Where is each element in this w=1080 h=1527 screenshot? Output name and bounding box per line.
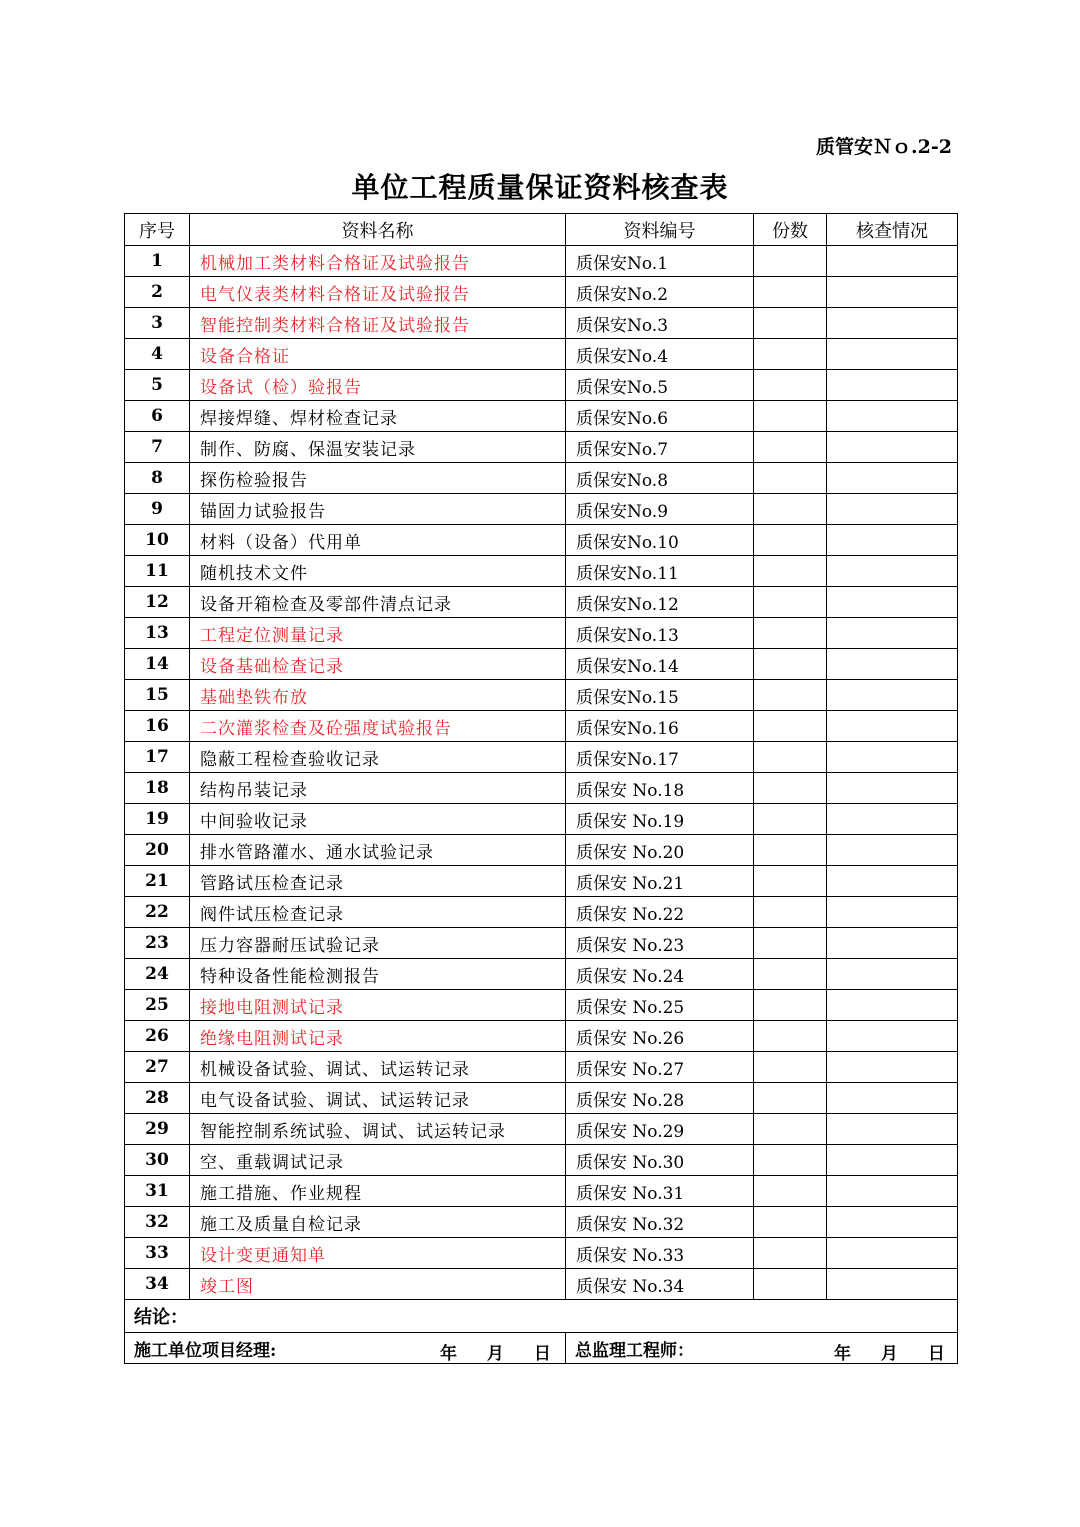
copies-cell bbox=[754, 1176, 827, 1207]
check-status-cell bbox=[827, 401, 958, 432]
copies-cell bbox=[754, 1269, 827, 1300]
copies-cell bbox=[754, 866, 827, 897]
copies-cell bbox=[754, 587, 827, 618]
document-code: 质保安 No.32 bbox=[566, 1207, 754, 1238]
check-status-cell bbox=[827, 1083, 958, 1114]
document-name: 施工及质量自检记录 bbox=[190, 1207, 566, 1238]
check-status-cell bbox=[827, 1176, 958, 1207]
row-number: 7 bbox=[125, 432, 190, 463]
date-month: 月 bbox=[880, 1344, 898, 1364]
copies-cell bbox=[754, 618, 827, 649]
copies-cell bbox=[754, 959, 827, 990]
document-code: 质保安No.6 bbox=[566, 401, 754, 432]
check-status-cell bbox=[827, 1021, 958, 1052]
row-number: 19 bbox=[125, 804, 190, 835]
row-number: 20 bbox=[125, 835, 190, 866]
row-number: 8 bbox=[125, 463, 190, 494]
table-row bbox=[125, 897, 958, 928]
page-title: 单位工程质量保证资料核查表 bbox=[351, 171, 729, 204]
contractor-manager-label: 施工单位项目经理: bbox=[134, 1340, 277, 1361]
date-year: 年 bbox=[834, 1344, 851, 1364]
copies-cell bbox=[754, 370, 827, 401]
document-code: 质保安No.5 bbox=[566, 370, 754, 401]
table-row bbox=[125, 1207, 958, 1238]
row-number: 4 bbox=[125, 339, 190, 370]
table-row bbox=[125, 1238, 958, 1269]
copies-cell bbox=[754, 1052, 827, 1083]
header-copies: 份数 bbox=[754, 214, 827, 246]
check-status-cell bbox=[827, 432, 958, 463]
row-number: 15 bbox=[125, 680, 190, 711]
document-name: 智能控制类材料合格证及试验报告 bbox=[190, 308, 566, 339]
data-table bbox=[124, 213, 958, 1364]
date-day: 日 bbox=[533, 1344, 551, 1364]
document-name: 接地电阻测试记录 bbox=[190, 990, 566, 1021]
header-name: 资料名称 bbox=[190, 214, 566, 246]
document-name: 排水管路灌水、通水试验记录 bbox=[190, 835, 566, 866]
document-code: 质保安 No.21 bbox=[566, 866, 754, 897]
document-name: 施工措施、作业规程 bbox=[190, 1176, 566, 1207]
check-status-cell bbox=[827, 525, 958, 556]
table-row bbox=[125, 401, 958, 432]
copies-cell bbox=[754, 1021, 827, 1052]
document-code: 质保安 No.28 bbox=[566, 1083, 754, 1114]
table-header-row bbox=[125, 214, 958, 246]
document-name: 设备基础检查记录 bbox=[190, 649, 566, 680]
document-name: 空、重载调试记录 bbox=[190, 1145, 566, 1176]
row-number: 2 bbox=[125, 277, 190, 308]
copies-cell bbox=[754, 711, 827, 742]
row-number: 1 bbox=[125, 246, 190, 277]
row-number: 11 bbox=[125, 556, 190, 587]
check-status-cell bbox=[827, 1114, 958, 1145]
table-row bbox=[125, 370, 958, 401]
check-status-cell bbox=[827, 711, 958, 742]
table-row bbox=[125, 1083, 958, 1114]
check-status-cell bbox=[827, 308, 958, 339]
signature-row bbox=[125, 1333, 958, 1364]
row-number: 14 bbox=[125, 649, 190, 680]
row-number: 5 bbox=[125, 370, 190, 401]
check-status-cell bbox=[827, 959, 958, 990]
copies-cell bbox=[754, 773, 827, 804]
check-status-cell bbox=[827, 587, 958, 618]
document-code: 质保安No.14 bbox=[566, 649, 754, 680]
chief-supervisor-label: 总监理工程师： bbox=[575, 1340, 694, 1361]
copies-cell bbox=[754, 277, 827, 308]
row-number: 21 bbox=[125, 866, 190, 897]
document-code: 质保安 No.20 bbox=[566, 835, 754, 866]
row-number: 32 bbox=[125, 1207, 190, 1238]
document-code: 质保安No.11 bbox=[566, 556, 754, 587]
copies-cell bbox=[754, 835, 827, 866]
document-name: 设备合格证 bbox=[190, 339, 566, 370]
document-code: 质保安No.16 bbox=[566, 711, 754, 742]
table-row bbox=[125, 835, 958, 866]
copies-cell bbox=[754, 525, 827, 556]
check-status-cell bbox=[827, 649, 958, 680]
document-name: 阀件试压检查记录 bbox=[190, 897, 566, 928]
conclusion-label: 结论： bbox=[125, 1300, 958, 1333]
document-code: 质保安 No.19 bbox=[566, 804, 754, 835]
table-row bbox=[125, 587, 958, 618]
check-status-cell bbox=[827, 866, 958, 897]
document-name: 竣工图 bbox=[190, 1269, 566, 1300]
row-number: 16 bbox=[125, 711, 190, 742]
document-name: 二次灌浆检查及砼强度试验报告 bbox=[190, 711, 566, 742]
document-code: 质保安 No.22 bbox=[566, 897, 754, 928]
copies-cell bbox=[754, 463, 827, 494]
document-name: 特种设备性能检测报告 bbox=[190, 959, 566, 990]
check-status-cell bbox=[827, 742, 958, 773]
table-row bbox=[125, 618, 958, 649]
document-code: 质保安 No.33 bbox=[566, 1238, 754, 1269]
table-row bbox=[125, 494, 958, 525]
check-status-cell bbox=[827, 680, 958, 711]
date-year: 年 bbox=[440, 1344, 457, 1364]
document-name: 工程定位测量记录 bbox=[190, 618, 566, 649]
document-code: 质保安 No.27 bbox=[566, 1052, 754, 1083]
row-number: 29 bbox=[125, 1114, 190, 1145]
document-name: 探伤检验报告 bbox=[190, 463, 566, 494]
document-code: 质保安No.12 bbox=[566, 587, 754, 618]
document-name: 中间验收记录 bbox=[190, 804, 566, 835]
document-code: 质保安No.9 bbox=[566, 494, 754, 525]
table-row bbox=[125, 556, 958, 587]
table-row bbox=[125, 1021, 958, 1052]
row-number: 33 bbox=[125, 1238, 190, 1269]
copies-cell bbox=[754, 1145, 827, 1176]
copies-cell bbox=[754, 1238, 827, 1269]
table-row bbox=[125, 525, 958, 556]
table-row bbox=[125, 339, 958, 370]
document-code: 质保安No.8 bbox=[566, 463, 754, 494]
document-name: 基础垫铁布放 bbox=[190, 680, 566, 711]
document-name: 锚固力试验报告 bbox=[190, 494, 566, 525]
document-code: 质保安No.17 bbox=[566, 742, 754, 773]
row-number: 3 bbox=[125, 308, 190, 339]
copies-cell bbox=[754, 1207, 827, 1238]
header-code: 资料编号 bbox=[566, 214, 754, 246]
copies-cell bbox=[754, 308, 827, 339]
table-row bbox=[125, 711, 958, 742]
row-number: 12 bbox=[125, 587, 190, 618]
row-number: 10 bbox=[125, 525, 190, 556]
table-row bbox=[125, 246, 958, 277]
check-status-cell bbox=[827, 1052, 958, 1083]
check-status-cell bbox=[827, 1238, 958, 1269]
table-row bbox=[125, 742, 958, 773]
table-row bbox=[125, 463, 958, 494]
document-code: 质保安No.2 bbox=[566, 277, 754, 308]
check-status-cell bbox=[827, 370, 958, 401]
row-number: 28 bbox=[125, 1083, 190, 1114]
contractor-date bbox=[416, 1339, 551, 1364]
document-code: 质保安No.13 bbox=[566, 618, 754, 649]
copies-cell bbox=[754, 246, 827, 277]
copies-cell bbox=[754, 928, 827, 959]
document-code: 质保安 No.31 bbox=[566, 1176, 754, 1207]
check-status-cell bbox=[827, 339, 958, 370]
copies-cell bbox=[754, 556, 827, 587]
document-code: 质保安 No.29 bbox=[566, 1114, 754, 1145]
document-name: 电气仪表类材料合格证及试验报告 bbox=[190, 277, 566, 308]
copies-cell bbox=[754, 897, 827, 928]
check-status-cell bbox=[827, 494, 958, 525]
table-row bbox=[125, 804, 958, 835]
row-number: 26 bbox=[125, 1021, 190, 1052]
document-name: 绝缘电阻测试记录 bbox=[190, 1021, 566, 1052]
document-code: 质保安 No.23 bbox=[566, 928, 754, 959]
document-name: 机械设备试验、调试、试运转记录 bbox=[190, 1052, 566, 1083]
table-row bbox=[125, 680, 958, 711]
document-code: 质保安 No.24 bbox=[566, 959, 754, 990]
row-number: 24 bbox=[125, 959, 190, 990]
header-seq: 序号 bbox=[125, 214, 190, 246]
check-status-cell bbox=[827, 277, 958, 308]
document-name: 电气设备试验、调试、试运转记录 bbox=[190, 1083, 566, 1114]
row-number: 17 bbox=[125, 742, 190, 773]
table-row bbox=[125, 1114, 958, 1145]
check-status-cell bbox=[827, 897, 958, 928]
copies-cell bbox=[754, 339, 827, 370]
date-day: 日 bbox=[927, 1344, 945, 1364]
date-month: 月 bbox=[486, 1344, 504, 1364]
table-row bbox=[125, 1176, 958, 1207]
copies-cell bbox=[754, 401, 827, 432]
check-status-cell bbox=[827, 990, 958, 1021]
check-status-cell bbox=[827, 773, 958, 804]
row-number: 18 bbox=[125, 773, 190, 804]
document-name: 焊接焊缝、焊材检查记录 bbox=[190, 401, 566, 432]
document-code: 质保安No.7 bbox=[566, 432, 754, 463]
table-row bbox=[125, 990, 958, 1021]
table-row bbox=[125, 1145, 958, 1176]
check-status-cell bbox=[827, 928, 958, 959]
document-name: 结构吊装记录 bbox=[190, 773, 566, 804]
table-row bbox=[125, 308, 958, 339]
document-name: 隐蔽工程检查验收记录 bbox=[190, 742, 566, 773]
check-status-cell bbox=[827, 556, 958, 587]
table-row bbox=[125, 649, 958, 680]
document-code: 质保安No.4 bbox=[566, 339, 754, 370]
document-code: 质保安No.1 bbox=[566, 246, 754, 277]
row-number: 23 bbox=[125, 928, 190, 959]
row-number: 27 bbox=[125, 1052, 190, 1083]
document-name: 压力容器耐压试验记录 bbox=[190, 928, 566, 959]
row-number: 9 bbox=[125, 494, 190, 525]
table-row bbox=[125, 1269, 958, 1300]
document-code: 质保安 No.30 bbox=[566, 1145, 754, 1176]
document-code: 质保安 No.34 bbox=[566, 1269, 754, 1300]
row-number: 34 bbox=[125, 1269, 190, 1300]
document-code: 质保安 No.26 bbox=[566, 1021, 754, 1052]
document-name: 制作、防腐、保温安装记录 bbox=[190, 432, 566, 463]
check-status-cell bbox=[827, 618, 958, 649]
check-status-cell bbox=[827, 246, 958, 277]
document-code: 质保安 No.18 bbox=[566, 773, 754, 804]
copies-cell bbox=[754, 1114, 827, 1145]
form-number: 质管安Ｎｏ.2-2 bbox=[816, 136, 952, 158]
row-number: 30 bbox=[125, 1145, 190, 1176]
table-row bbox=[125, 773, 958, 804]
document-code: 质保安No.3 bbox=[566, 308, 754, 339]
document-code: 质保安No.10 bbox=[566, 525, 754, 556]
check-status-cell bbox=[827, 1269, 958, 1300]
header-check: 核查情况 bbox=[827, 214, 958, 246]
table-row bbox=[125, 928, 958, 959]
check-status-cell bbox=[827, 463, 958, 494]
document-name: 材料（设备）代用单 bbox=[190, 525, 566, 556]
copies-cell bbox=[754, 804, 827, 835]
copies-cell bbox=[754, 680, 827, 711]
check-status-cell bbox=[827, 835, 958, 866]
copies-cell bbox=[754, 494, 827, 525]
copies-cell bbox=[754, 432, 827, 463]
table-row bbox=[125, 1052, 958, 1083]
supervisor-sign-cell bbox=[566, 1333, 958, 1364]
document-name: 智能控制系统试验、调试、试运转记录 bbox=[190, 1114, 566, 1145]
document-name: 随机技术文件 bbox=[190, 556, 566, 587]
contractor-sign-cell bbox=[125, 1333, 566, 1364]
document-name: 设备开箱检查及零部件清点记录 bbox=[190, 587, 566, 618]
copies-cell bbox=[754, 990, 827, 1021]
document-name: 设计变更通知单 bbox=[190, 1238, 566, 1269]
row-number: 22 bbox=[125, 897, 190, 928]
table-row bbox=[125, 959, 958, 990]
document-name: 机械加工类材料合格证及试验报告 bbox=[190, 246, 566, 277]
conclusion-row bbox=[125, 1300, 958, 1333]
copies-cell bbox=[754, 649, 827, 680]
row-number: 6 bbox=[125, 401, 190, 432]
copies-cell bbox=[754, 1083, 827, 1114]
document-code: 质保安No.15 bbox=[566, 680, 754, 711]
table-row bbox=[125, 432, 958, 463]
supervisor-date bbox=[810, 1339, 945, 1364]
check-status-cell bbox=[827, 1145, 958, 1176]
table-row bbox=[125, 277, 958, 308]
check-status-cell bbox=[827, 1207, 958, 1238]
document-name: 管路试压检查记录 bbox=[190, 866, 566, 897]
row-number: 13 bbox=[125, 618, 190, 649]
copies-cell bbox=[754, 742, 827, 773]
document-code: 质保安 No.25 bbox=[566, 990, 754, 1021]
check-status-cell bbox=[827, 804, 958, 835]
row-number: 25 bbox=[125, 990, 190, 1021]
table-row bbox=[125, 866, 958, 897]
table-body bbox=[125, 246, 958, 1300]
document-name: 设备试（检）验报告 bbox=[190, 370, 566, 401]
row-number: 31 bbox=[125, 1176, 190, 1207]
